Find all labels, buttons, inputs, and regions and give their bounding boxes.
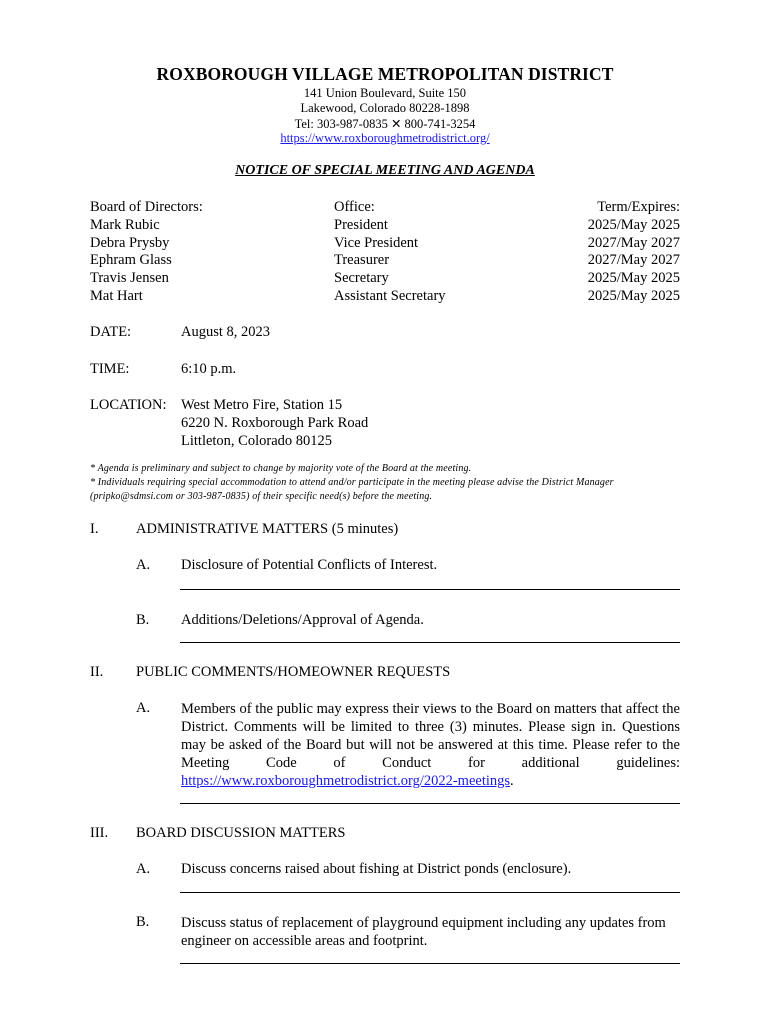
notice-title: NOTICE OF SPECIAL MEETING AND AGENDA bbox=[235, 163, 535, 178]
item-text: Additions/Deletions/Approval of Agenda. bbox=[181, 612, 424, 628]
section-numeral: III. bbox=[90, 825, 109, 841]
date-label: DATE: bbox=[90, 324, 132, 340]
board-term-column bbox=[540, 199, 680, 306]
phone-line: Tel: 303-987-0835 ✕ 800-741-3254 bbox=[294, 117, 476, 131]
item-letter: B. bbox=[136, 612, 150, 628]
address-line-2: Lakewood, Colorado 80228-1898 bbox=[300, 101, 470, 115]
section-numeral: II. bbox=[90, 664, 104, 680]
meetings-link[interactable]: https://www.roxboroughmetrodistrict.org/2022-meetings bbox=[181, 773, 511, 789]
website-link-row bbox=[0, 131, 770, 146]
office-header: Office: bbox=[334, 199, 375, 215]
member-name: Mark Rubic bbox=[90, 216, 160, 233]
item-text: Discuss status of replacement of playground equipment including any updates from engineer on accessible areas and footprint. bbox=[181, 915, 666, 949]
location-line-1: West Metro Fire, Station 15 bbox=[181, 397, 343, 413]
notes-line bbox=[180, 642, 680, 643]
board-header: Board of Directors: bbox=[90, 199, 203, 215]
item-letter: B. bbox=[136, 914, 150, 930]
section-title: PUBLIC COMMENTS/HOMEOWNER REQUESTS bbox=[136, 664, 451, 680]
item-letter: A. bbox=[136, 557, 151, 573]
address-line-1: 141 Union Boulevard, Suite 150 bbox=[303, 86, 467, 100]
member-name: Mat Hart bbox=[90, 287, 143, 304]
section-title: BOARD DISCUSSION MATTERS bbox=[136, 825, 346, 841]
date-value: August 8, 2023 bbox=[181, 324, 271, 340]
location-line-2: 6220 N. Roxborough Park Road bbox=[181, 415, 369, 431]
section-numeral: I. bbox=[90, 521, 99, 537]
notes-line bbox=[180, 892, 680, 893]
board-names-column bbox=[90, 199, 203, 306]
board-office-column bbox=[334, 199, 446, 306]
location-label: LOCATION: bbox=[90, 397, 167, 413]
term-header: Term/Expires: bbox=[597, 199, 680, 215]
member-term: 2025/May 2025 bbox=[587, 270, 680, 287]
member-term: 2027/May 2027 bbox=[587, 252, 680, 269]
public-comment-paragraph bbox=[181, 700, 680, 790]
notes-line bbox=[180, 589, 680, 590]
time-label: TIME: bbox=[90, 361, 130, 377]
location-line-3: Littleton, Colorado 80125 bbox=[181, 433, 333, 449]
notes-line bbox=[180, 803, 680, 804]
member-name: Debra Prysby bbox=[90, 234, 170, 251]
member-office: President bbox=[334, 216, 388, 233]
member-office: Assistant Secretary bbox=[334, 287, 446, 304]
agenda-note: * Agenda is preliminary and subject to change by majority vote of the Board at the meeting. bbox=[90, 463, 472, 474]
accommodation-note: * Individuals requiring special accommodation to attend and/or participate in the meeting please advise the District Manager (pripko@sdmsi.com or 303-987-0835) of their specific need(s) before the meeting. bbox=[90, 477, 614, 502]
district-name: ROXBOROUGH VILLAGE METROPOLITAN DISTRICT bbox=[156, 64, 614, 84]
item-text-end: . bbox=[510, 773, 514, 789]
item-text: Discuss concerns raised about fishing at District ponds (enclosure). bbox=[181, 861, 572, 877]
item-letter: A. bbox=[136, 700, 151, 716]
member-office: Secretary bbox=[334, 270, 389, 287]
website-link[interactable]: https://www.roxboroughmetrodistrict.org/ bbox=[280, 131, 490, 145]
item-letter: A. bbox=[136, 861, 151, 877]
section-title: ADMINISTRATIVE MATTERS (5 minutes) bbox=[136, 521, 399, 537]
member-office: Vice President bbox=[334, 234, 419, 251]
member-term: 2025/May 2025 bbox=[587, 216, 680, 233]
item-text: Disclosure of Potential Conflicts of Interest. bbox=[181, 557, 438, 573]
time-value: 6:10 p.m. bbox=[181, 361, 237, 377]
item-text: Members of the public may express their views to the Board on matters that affect the District. Comments will be limited to three (3) minutes. Please sign in. Questions may be asked of the Board but will not be answered at this time. Please refer to the Meeting Code of Conduct for additional guidelines: bbox=[181, 701, 680, 771]
notes-line bbox=[180, 963, 680, 964]
member-office: Treasurer bbox=[334, 252, 390, 269]
member-term: 2027/May 2027 bbox=[587, 234, 680, 251]
member-name: Ephram Glass bbox=[90, 252, 172, 269]
member-name: Travis Jensen bbox=[90, 270, 169, 287]
member-term: 2025/May 2025 bbox=[587, 287, 680, 304]
